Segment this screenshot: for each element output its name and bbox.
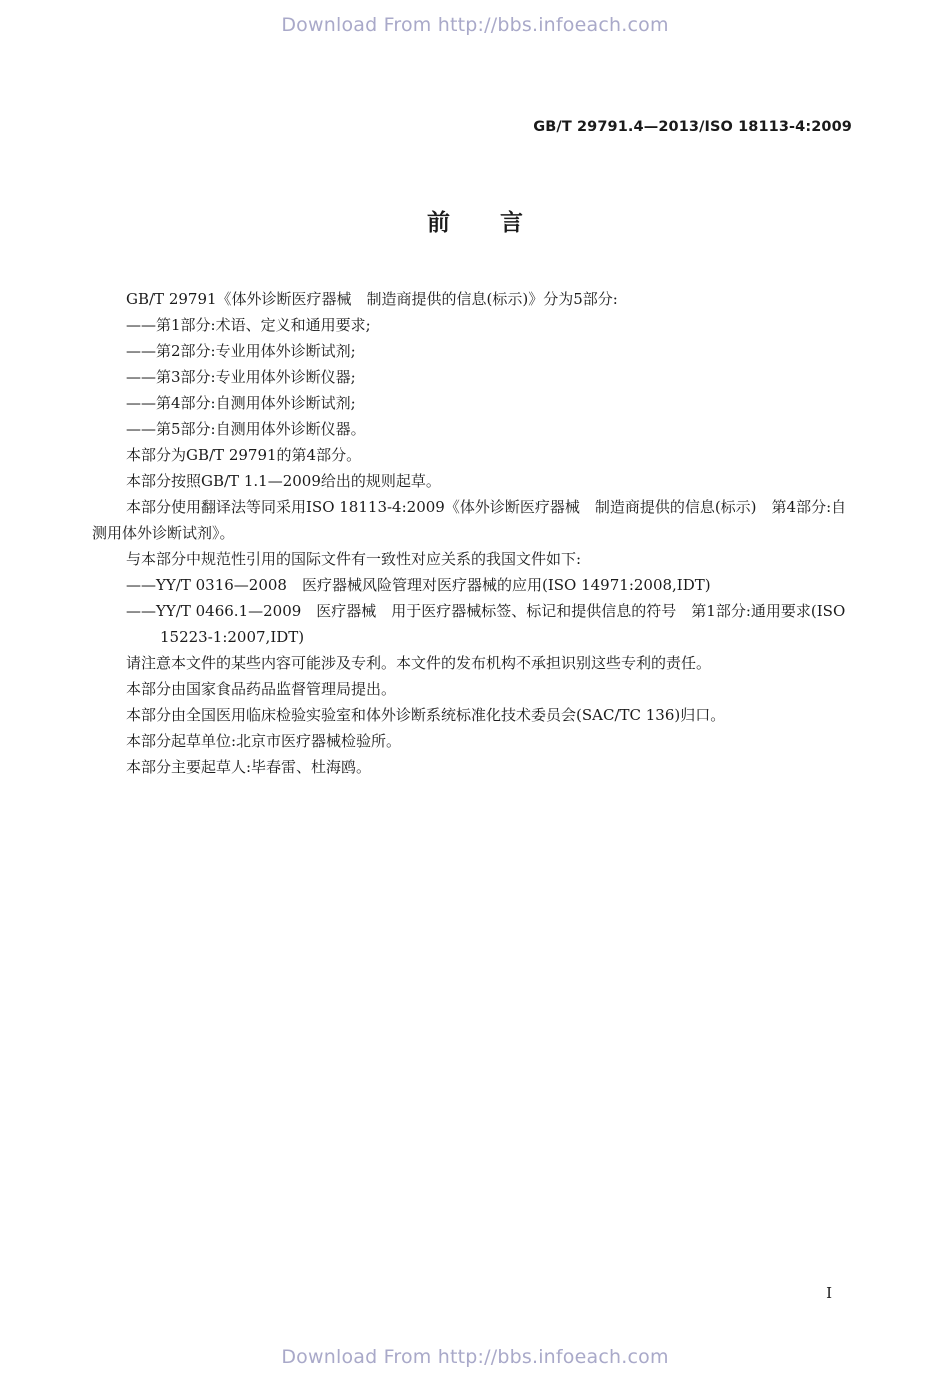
paragraph: 请注意本文件的某些内容可能涉及专利。本文件的发布机构不承担识别这些专利的责任。 — [126, 654, 712, 672]
reference-list-item: ——YY/T 0466.1—2009 医疗器械 用于医疗器械标签、标记和提供信息的符号 第1部分:通用要求(ISO 15223-1:2007,IDT) — [126, 602, 846, 646]
document-body — [92, 286, 858, 780]
part-list-item: ——第1部分:术语、定义和通用要求; — [126, 316, 371, 334]
paragraph: 本部分由国家食品药品监督管理局提出。 — [126, 680, 397, 698]
reference-list-item: ——YY/T 0316—2008 医疗器械风险管理对医疗器械的应用(ISO 14971:2008,IDT) — [126, 576, 711, 594]
intro-paragraph: GB/T 29791《体外诊断医疗器械 制造商提供的信息(标示)》分为5部分: — [126, 290, 618, 308]
part-list-item: ——第2部分:专业用体外诊断试剂; — [126, 342, 356, 360]
paragraph: 本部分使用翻译法等同采用ISO 18113-4:2009《体外诊断医疗器械 制造商提供的信息(标示) 第4部分:自测用体外诊断试剂》。 — [92, 498, 847, 542]
page-number: I — [826, 1284, 832, 1302]
paragraph: 本部分主要起草人:毕春雷、杜海鸥。 — [126, 758, 372, 776]
watermark-bottom: Download From http://bbs.infoeach.com — [281, 1346, 669, 1368]
watermark-top: Download From http://bbs.infoeach.com — [281, 14, 669, 36]
part-list-item: ——第4部分:自测用体外诊断试剂; — [126, 394, 356, 412]
part-list-item: ——第3部分:专业用体外诊断仪器; — [126, 368, 356, 386]
paragraph: 本部分起草单位:北京市医疗器械检验所。 — [126, 732, 402, 750]
paragraph: 本部分由全国医用临床检验实验室和体外诊断系统标准化技术委员会(SAC/TC 136)归口。 — [126, 706, 726, 724]
paragraph: 本部分为GB/T 29791的第4部分。 — [126, 446, 362, 464]
page-title: 前言 — [427, 210, 573, 236]
standard-code: GB/T 29791.4—2013/ISO 18113-4:2009 — [533, 119, 852, 135]
part-list-item: ——第5部分:自测用体外诊断仪器。 — [126, 420, 366, 438]
paragraph: 本部分按照GB/T 1.1—2009给出的规则起草。 — [126, 472, 441, 490]
paragraph: 与本部分中规范性引用的国际文件有一致性对应关系的我国文件如下: — [126, 550, 582, 568]
